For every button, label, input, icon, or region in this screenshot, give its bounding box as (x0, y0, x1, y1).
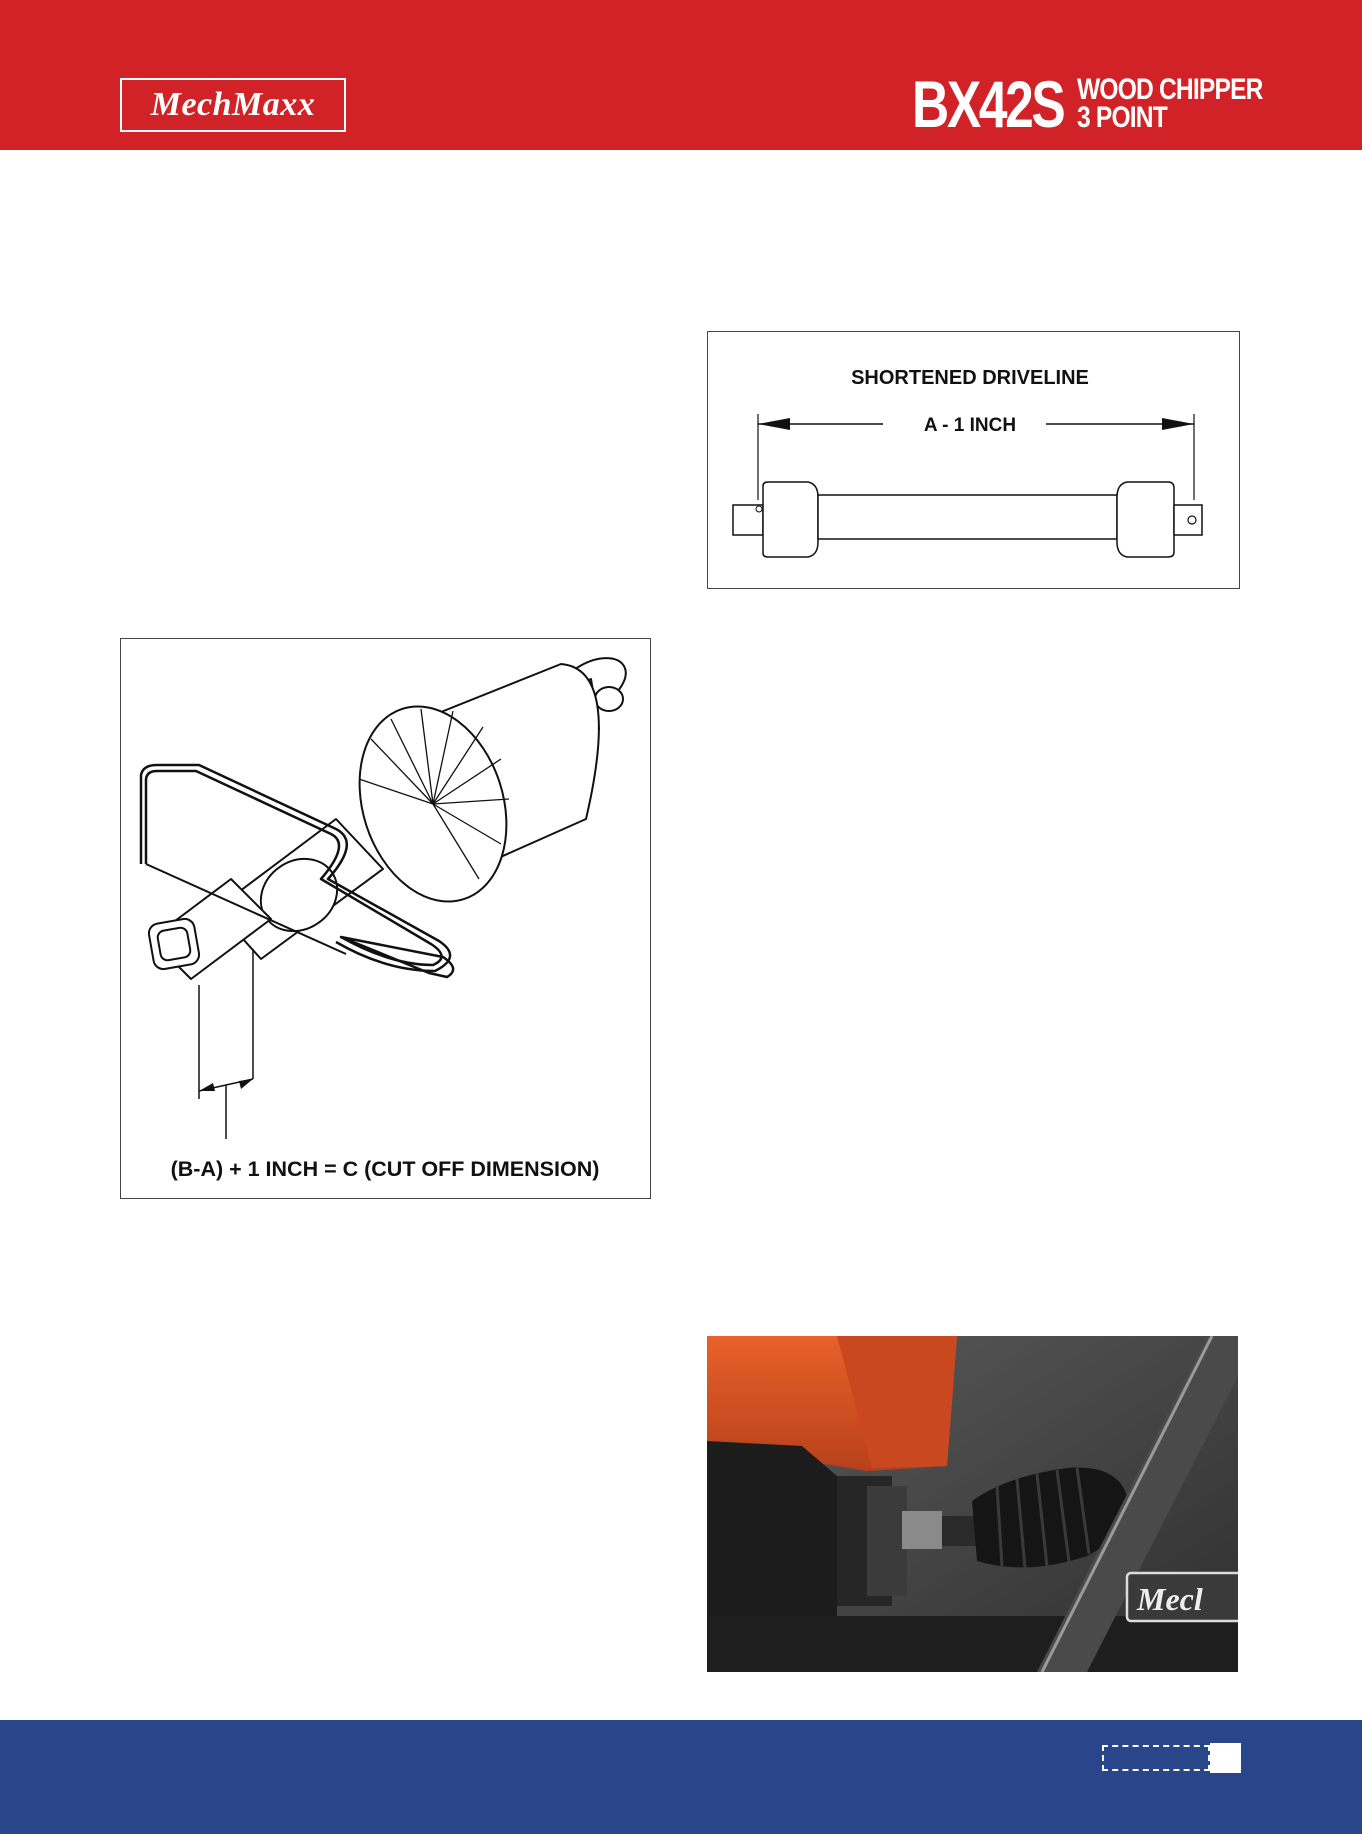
bolt-head (595, 687, 623, 711)
page-number-outline (1102, 1745, 1210, 1771)
driveline-assembly (147, 647, 635, 979)
product-subtitle (1077, 73, 1263, 134)
dimension-label: A - 1 INCH (923, 415, 1017, 436)
gearbox (867, 1486, 907, 1596)
cut-arrow-right (239, 1079, 253, 1089)
left-yoke (763, 482, 818, 557)
ground-shadow (707, 1616, 1238, 1672)
photo-logo-text: Mecl (1137, 1581, 1203, 1617)
subtitle-line-1: WOOD CHIPPER (1077, 73, 1263, 106)
cut-arrow-left (199, 1083, 215, 1091)
driveline-drawing (708, 332, 1238, 587)
cut-dimension (199, 949, 253, 1139)
dimension-arrow-left (758, 418, 790, 430)
right-pin (1188, 516, 1196, 524)
right-yoke (1117, 482, 1174, 557)
dimension-arrow-right (1162, 418, 1194, 430)
driveline-tube (818, 495, 1117, 539)
left-pin (756, 506, 762, 512)
model-title: BX42S (912, 67, 1064, 141)
mechmaxx-logo (120, 78, 346, 132)
cut-off-formula: (B-A) + 1 INCH = C (CUT OFF DIMENSION) (170, 1157, 600, 1181)
pto-yoke (902, 1511, 942, 1549)
u-joint (942, 1516, 977, 1546)
page-header (0, 0, 1362, 150)
photo-rendering (707, 1336, 1238, 1672)
shaft-bore (157, 927, 192, 962)
logo-text: MechMaxx (150, 86, 316, 123)
page-number-box (1210, 1743, 1241, 1773)
cut-off-dimension-figure (120, 638, 651, 1199)
pto-connection-photo (707, 1336, 1238, 1672)
cut-off-drawing (121, 639, 649, 1197)
subtitle-line-2: 3 POINT (1077, 101, 1167, 134)
page-footer (0, 1720, 1362, 1834)
driveline-title: SHORTENED DRIVELINE (851, 367, 1089, 389)
shortened-driveline-figure (707, 331, 1240, 589)
